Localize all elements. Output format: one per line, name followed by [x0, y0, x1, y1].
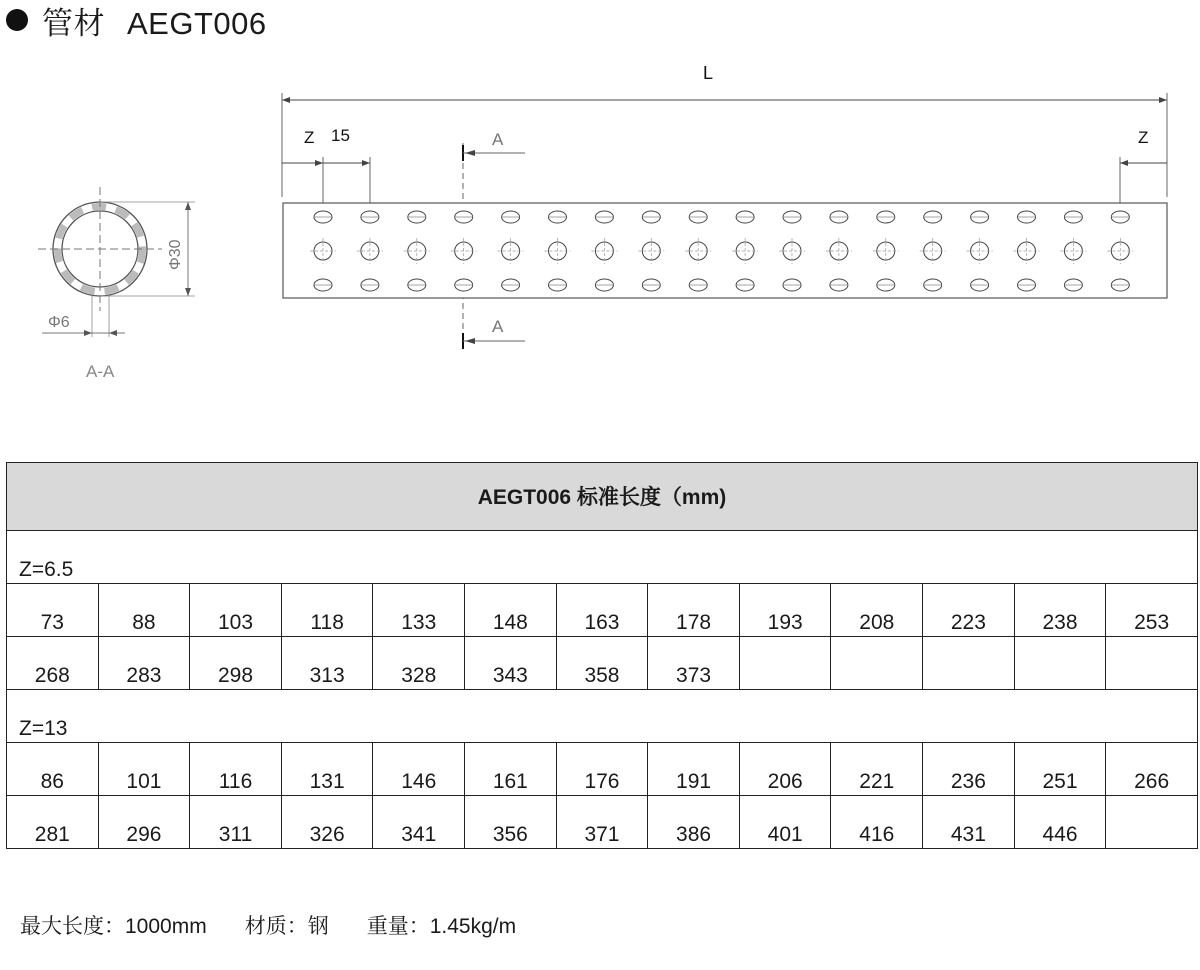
- length-cell: 296: [98, 796, 190, 849]
- cross-section-view: [38, 187, 195, 381]
- table-header-row: [7, 463, 1198, 531]
- length-cell: 88: [98, 584, 190, 637]
- material-text: 材质：钢: [244, 915, 329, 938]
- page-header: [0, 0, 289, 40]
- length-cell: 298: [190, 637, 282, 690]
- length-cell: 146: [373, 743, 465, 796]
- length-cell: [923, 637, 1015, 690]
- length-cell: 208: [831, 584, 923, 637]
- standard-length-table: [6, 462, 1198, 849]
- length-cell: 356: [465, 796, 557, 849]
- length-cell: 373: [648, 637, 740, 690]
- table-title: AEGT006 标准长度（mm): [7, 463, 1198, 531]
- hole-diameter-label: Φ6: [48, 314, 70, 331]
- length-cell: 268: [7, 637, 99, 690]
- length-cell: 131: [281, 743, 373, 796]
- length-cell: 236: [923, 743, 1015, 796]
- length-cell: 431: [923, 796, 1015, 849]
- length-cell: 446: [1014, 796, 1106, 849]
- length-cell: 251: [1014, 743, 1106, 796]
- dim-Z-right-label: Z: [1138, 128, 1149, 147]
- z-group-label: Z=13: [7, 690, 1198, 743]
- z-group-row: [7, 531, 1198, 584]
- length-cell: [739, 637, 831, 690]
- section-marker-top-label: A: [492, 130, 504, 149]
- outer-diameter-label: Φ30: [167, 239, 184, 270]
- section-marker-bottom-label: A: [492, 317, 504, 336]
- product-code: AEGT006: [127, 5, 267, 41]
- length-cell: [1106, 637, 1198, 690]
- length-cell: 238: [1014, 584, 1106, 637]
- length-cell: 313: [281, 637, 373, 690]
- z-group-label: Z=6.5: [7, 531, 1198, 584]
- length-cell: 416: [831, 796, 923, 849]
- length-cell: 401: [739, 796, 831, 849]
- length-cell: 341: [373, 796, 465, 849]
- z-group-row: [7, 690, 1198, 743]
- length-cell: 266: [1106, 743, 1198, 796]
- section-caption: A-A: [86, 362, 115, 381]
- product-category: 管材: [42, 5, 105, 41]
- length-cell: 103: [190, 584, 282, 637]
- length-cell: 133: [373, 584, 465, 637]
- bullet-icon: [6, 9, 28, 31]
- length-cell: [1106, 796, 1198, 849]
- length-cell: 163: [556, 584, 648, 637]
- length-cell: 311: [190, 796, 282, 849]
- table-row: [7, 796, 1198, 849]
- length-cell: 101: [98, 743, 190, 796]
- length-cell: [831, 637, 923, 690]
- length-cell: 386: [648, 796, 740, 849]
- weight-text: 重量：1.45kg/m: [366, 915, 517, 938]
- length-cell: 73: [7, 584, 99, 637]
- length-cell: 161: [465, 743, 557, 796]
- length-cell: 176: [556, 743, 648, 796]
- length-cell: 221: [831, 743, 923, 796]
- technical-drawing: [0, 45, 1200, 390]
- length-cell: 326: [281, 796, 373, 849]
- table-row: [7, 637, 1198, 690]
- length-cell: 116: [190, 743, 282, 796]
- length-cell: 206: [739, 743, 831, 796]
- length-cell: 283: [98, 637, 190, 690]
- length-cell: 281: [7, 796, 99, 849]
- length-cell: 371: [556, 796, 648, 849]
- length-cell: 118: [281, 584, 373, 637]
- dim-L-label: L: [703, 63, 714, 83]
- table-row: [7, 584, 1198, 637]
- length-cell: 358: [556, 637, 648, 690]
- length-cell: 328: [373, 637, 465, 690]
- length-cell: 253: [1106, 584, 1198, 637]
- length-cell: 191: [648, 743, 740, 796]
- length-cell: [1014, 637, 1106, 690]
- table-row: [7, 743, 1198, 796]
- length-cell: 86: [7, 743, 99, 796]
- length-cell: 178: [648, 584, 740, 637]
- length-cell: 193: [739, 584, 831, 637]
- dim-Z-left-label: Z: [304, 128, 315, 147]
- length-cell: 148: [465, 584, 557, 637]
- spec-footer: [20, 910, 554, 940]
- length-cell: 343: [465, 637, 557, 690]
- length-cell: 223: [923, 584, 1015, 637]
- dim-15-label: 15: [331, 126, 350, 145]
- page-title: [42, 0, 289, 43]
- max-length-text: 最大长度：1000mm: [20, 915, 207, 938]
